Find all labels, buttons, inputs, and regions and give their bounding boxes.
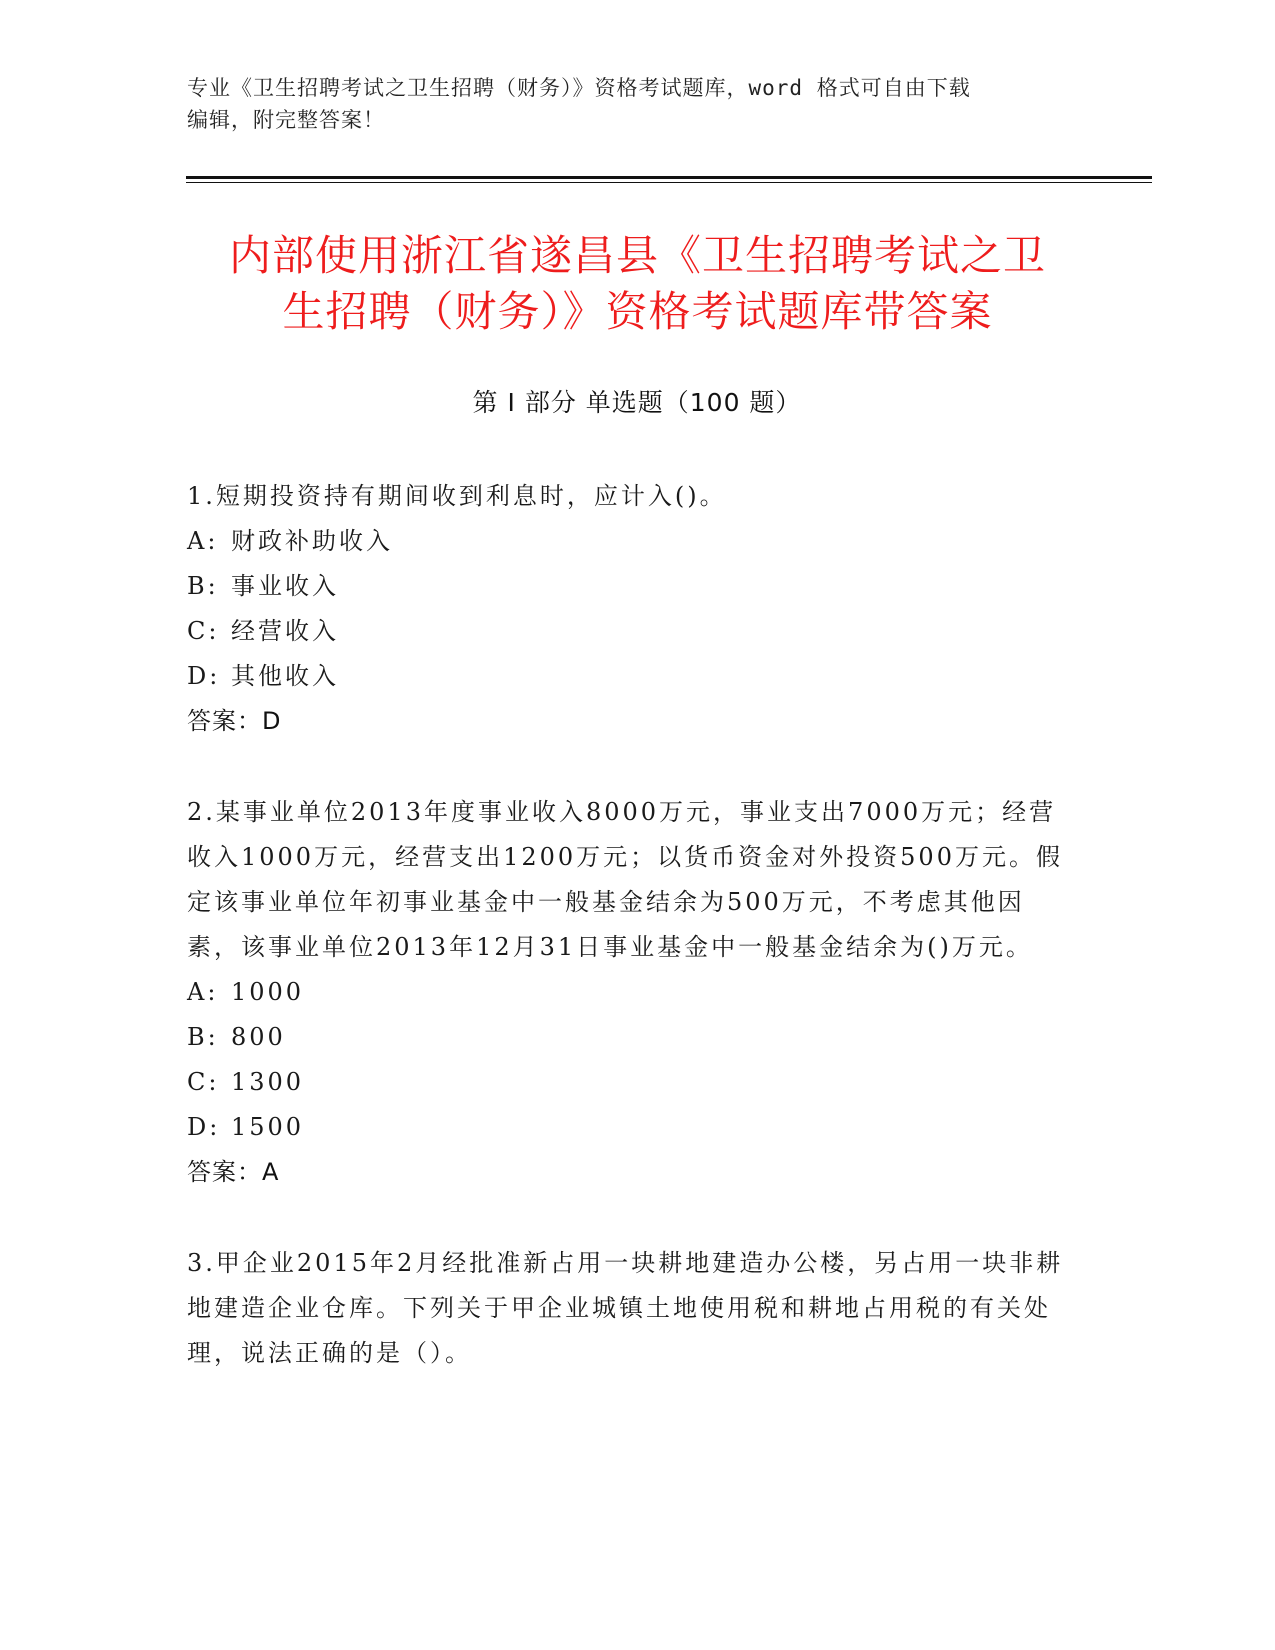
option-a <box>187 970 1077 1015</box>
option-a <box>187 519 1077 564</box>
option-key: D: <box>187 1113 221 1141</box>
answer-label: 答案：D <box>187 707 282 735</box>
question-stem: 3.甲企业2015年2月经批准新占用一块耕地建造办公楼，另占用一块非耕地建造企业仓库。下列关于甲企业城镇土地使用税和耕地占用税的有关处理，说法正确的是（）。 <box>187 1249 1064 1367</box>
option-d <box>187 1105 1077 1150</box>
option-text: 经营收入 <box>231 617 339 645</box>
option-key: A: <box>187 978 219 1006</box>
document-title-line-1: 内部使用浙江省遂昌县《卫生招聘考试之卫 <box>228 231 1046 280</box>
question-3 <box>187 1241 1077 1376</box>
document-title-line-2: 生招聘（财务）》资格考试题库带答案 <box>282 287 993 336</box>
option-key: D: <box>187 662 221 690</box>
header-note <box>187 72 1087 136</box>
question-2 <box>187 790 1077 1195</box>
document-title <box>140 228 1135 340</box>
section-title: 第 I 部分 单选题（100 题） <box>472 388 802 417</box>
answer-label: 答案：A <box>187 1158 280 1186</box>
header-note-line-2: 编辑，附完整答案！ <box>187 108 385 132</box>
option-b <box>187 1015 1077 1060</box>
question-1 <box>187 474 1077 744</box>
option-c <box>187 1060 1077 1105</box>
option-b <box>187 564 1077 609</box>
question-stem: 1.短期投资持有期间收到利息时，应计入()。 <box>187 482 727 510</box>
option-text: 800 <box>231 1023 286 1051</box>
option-text: 其他收入 <box>231 662 339 690</box>
option-text: 财政补助收入 <box>231 527 393 555</box>
question-list <box>187 474 1077 1422</box>
option-d <box>187 654 1077 699</box>
header-divider-thin <box>186 182 1152 183</box>
option-key: C: <box>187 1068 220 1096</box>
option-text: 1300 <box>231 1068 305 1096</box>
question-stem: 2.某事业单位2013年度事业收入8000万元，事业支出7000万元；经营收入1000万元，经营支出1200万元；以货币资金对外投资500万元。假定该事业单位年初事业基金中一般基金结余为500万元，不考虑其他因素，该事业单位2013年12月31日事业基金中一般基金结余为()万元。 <box>187 798 1063 961</box>
option-text: 事业收入 <box>231 572 339 600</box>
option-key: B: <box>187 572 219 600</box>
option-c <box>187 609 1077 654</box>
header-divider-thick <box>186 176 1152 179</box>
option-key: A: <box>187 527 219 555</box>
header-note-line-1: 专业《卫生招聘考试之卫生招聘（财务）》资格考试题库，word 格式可自由下载 <box>187 76 971 100</box>
option-key: B: <box>187 1023 219 1051</box>
option-text: 1000 <box>231 978 305 1006</box>
option-key: C: <box>187 617 220 645</box>
option-text: 1500 <box>231 1113 305 1141</box>
